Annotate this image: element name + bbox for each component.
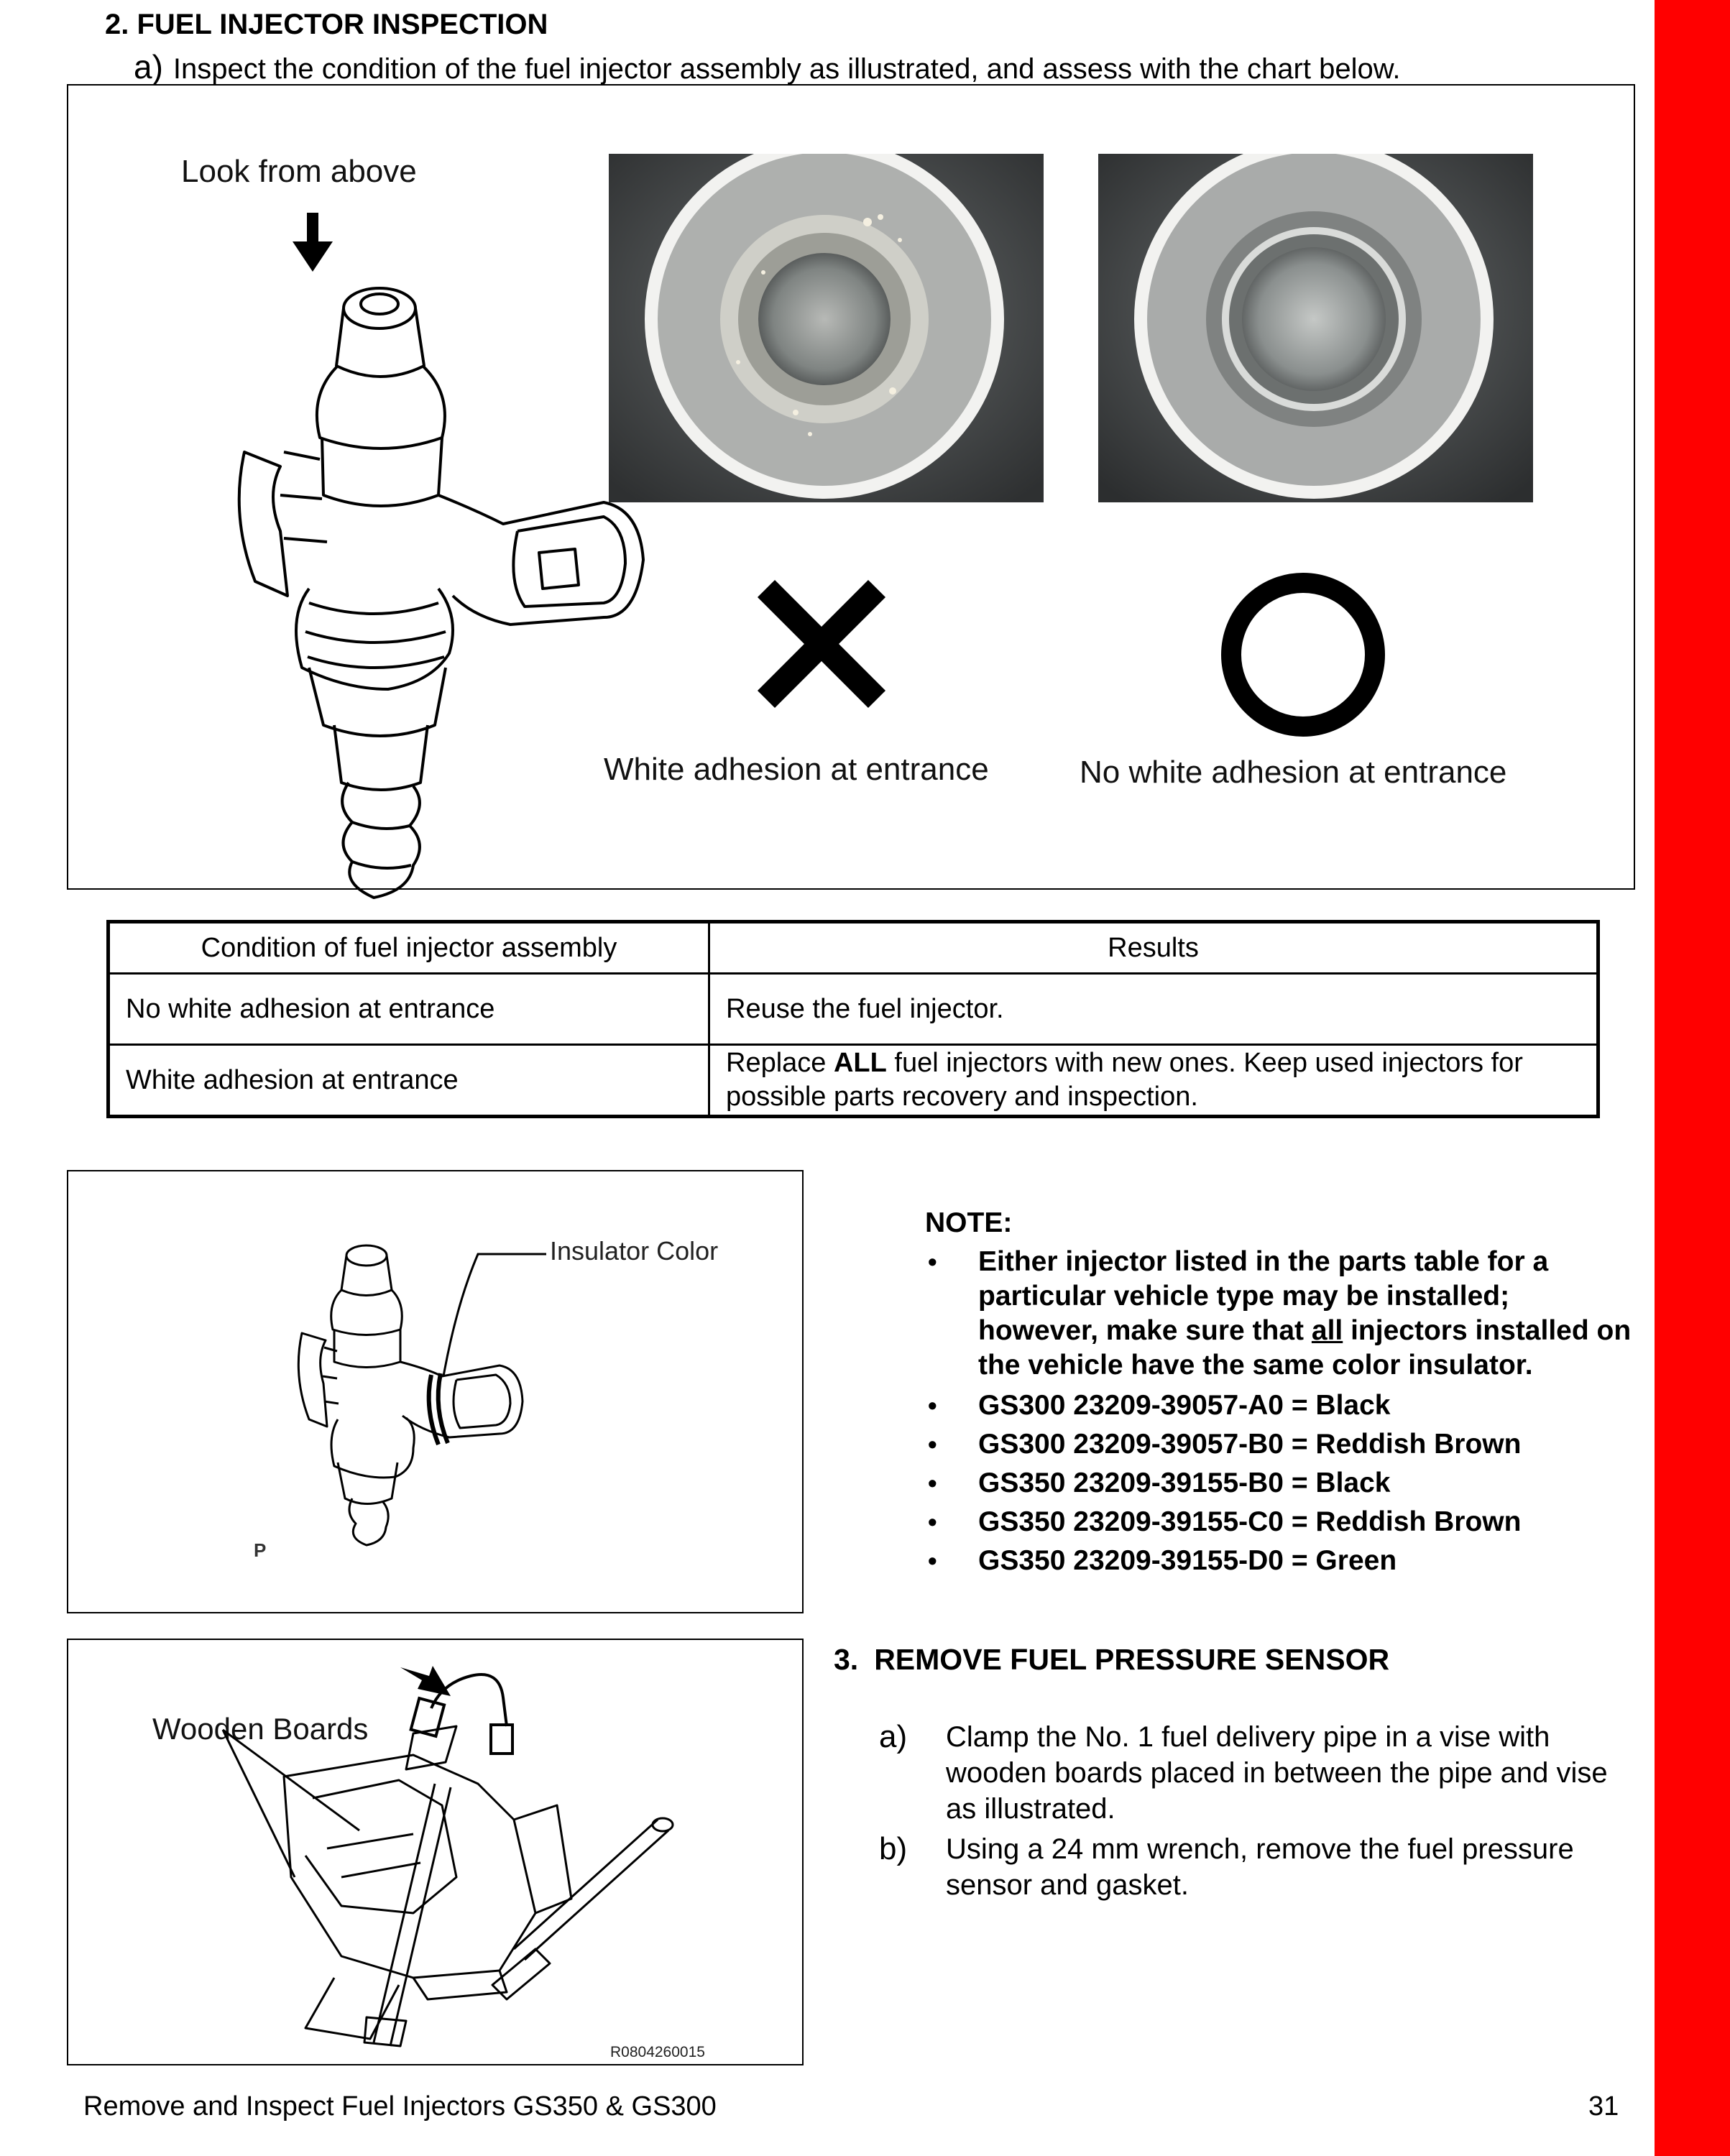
- side-color-bar: [1655, 0, 1730, 2156]
- column-header: Condition of fuel injector assembly: [109, 922, 709, 974]
- condition-cell: White adhesion at entrance: [109, 1045, 709, 1117]
- section-2-step-a: [134, 47, 1401, 86]
- condition-cell: No white adhesion at entrance: [109, 974, 709, 1045]
- vise-drawing: [198, 1640, 773, 2064]
- section-title: REMOVE FUEL PRESSURE SENSOR: [874, 1643, 1390, 1676]
- part-number-item: • GS350 23209-39155-D0 = Green: [925, 1544, 1637, 1578]
- step-text: Inspect the condition of the fuel injector assembly as illustrated, and assess with the chart below.: [172, 53, 1401, 85]
- injector-insulator-drawing: [277, 1240, 607, 1563]
- section-3-step-b: [879, 1831, 1641, 1903]
- note-list: [925, 1245, 1637, 1578]
- column-header: Results: [709, 922, 1598, 974]
- circle-mark-icon: [1217, 568, 1389, 741]
- footer-title: Remove and Inspect Fuel Injectors GS350 & GS300: [83, 2091, 717, 2122]
- caption-white-adhesion: White adhesion at entrance: [604, 752, 989, 787]
- step-text: Clamp the No. 1 fuel delivery pipe in a vise with wooden boards placed in between the pipe and vise as illustrated.: [946, 1721, 1608, 1825]
- section-3-step-a: [879, 1719, 1641, 1827]
- note-item: • Either injector listed in the parts table for a particular vehicle type may be installed; however, make sure that all injectors installed on the vehicle have the same color insulator.: [925, 1245, 1637, 1383]
- wooden-boards-label: Wooden Boards: [152, 1712, 369, 1746]
- section-title: FUEL INJECTOR INSPECTION: [137, 9, 548, 40]
- part-number-item: • GS300 23209-39057-A0 = Black: [925, 1388, 1637, 1423]
- section-2-heading: [105, 9, 548, 41]
- step-letter: b): [879, 1831, 908, 1866]
- result-cell: Replace ALL fuel injectors with new ones. Keep used injectors for possible parts recovery and inspection.: [709, 1045, 1598, 1117]
- photo-no-white-adhesion: [1098, 154, 1533, 502]
- part-number-item: • GS350 23209-39155-C0 = Reddish Brown: [925, 1505, 1637, 1539]
- figure-code: R0804260015: [610, 2044, 705, 2060]
- underlined-all: all: [1311, 1315, 1343, 1346]
- injector-inspection-figure: [67, 84, 1635, 890]
- note-block: [925, 1206, 1637, 1583]
- result-cell: Reuse the fuel injector.: [709, 974, 1598, 1045]
- page-number: 31: [1588, 2091, 1619, 2122]
- table-row: [109, 1045, 1598, 1117]
- assessment-table: [106, 920, 1600, 1118]
- table-header-row: [109, 922, 1598, 974]
- note-title: NOTE:: [925, 1207, 1013, 1238]
- part-number-item: • GS350 23209-39155-B0 = Black: [925, 1466, 1637, 1501]
- vise-figure: [67, 1639, 804, 2065]
- insulator-color-figure: [67, 1170, 804, 1613]
- part-number-item: • GS300 23209-39057-B0 = Reddish Brown: [925, 1427, 1637, 1462]
- section-number: 2.: [105, 9, 129, 40]
- pointer-arrow-icon: [400, 1660, 451, 1703]
- insulator-color-label: Insulator Color: [550, 1236, 719, 1266]
- emphasis-all: ALL: [833, 1048, 887, 1078]
- step-text: Using a 24 mm wrench, remove the fuel pressure sensor and gasket.: [946, 1833, 1574, 1901]
- step-letter: a): [879, 1719, 908, 1754]
- x-mark-icon: [753, 576, 890, 712]
- caption-no-white-adhesion: No white adhesion at entrance: [1080, 755, 1507, 790]
- section-3-heading: [834, 1643, 1389, 1677]
- down-arrow-icon: [293, 213, 333, 272]
- photo-white-adhesion: [609, 154, 1044, 502]
- section-number: 3.: [834, 1643, 859, 1676]
- table-row: [109, 974, 1598, 1045]
- figure-corner-letter: P: [254, 1539, 267, 1561]
- step-letter: a): [134, 48, 163, 86]
- look-from-above-label: Look from above: [181, 154, 417, 189]
